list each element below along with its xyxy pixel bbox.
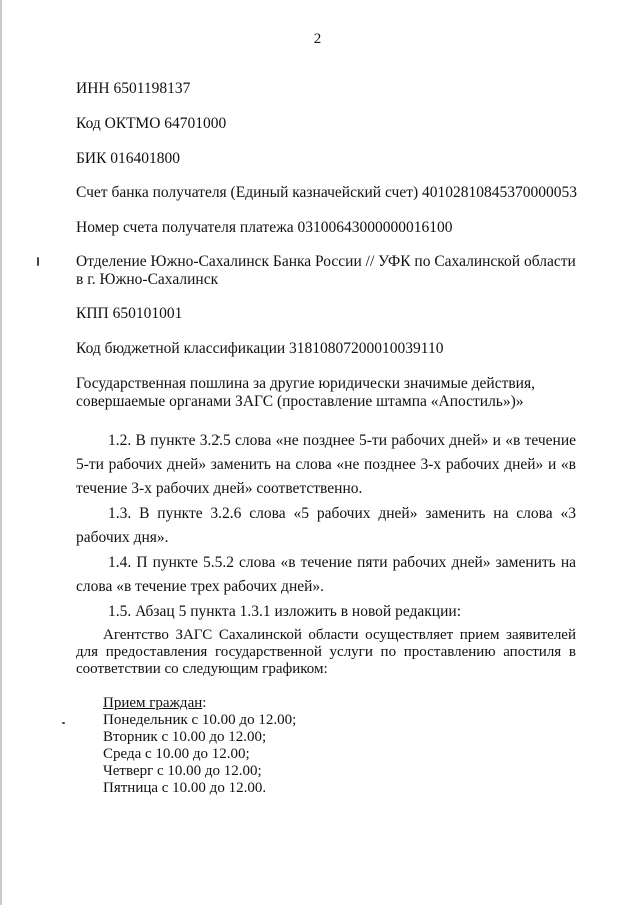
budget-code-line: Код бюджетной классификации 31810807200010039110: [76, 340, 444, 357]
schedule-heading-colon: :: [202, 695, 207, 711]
schedule-day-wednesday: Среда с 10.00 до 12.00;: [103, 746, 250, 762]
agency-paragraph: Агентство ЗАГС Сахалинской области осуществляет прием заявителей для предоставления государственной услуги по проставлению апостиля в соответствии со следующим графиком:: [76, 627, 576, 677]
schedule-day-tuesday: Вторник с 10.00 до 12.00;: [103, 729, 267, 745]
schedule-heading-text: Прием граждан: [103, 695, 203, 711]
schedule-day-thursday: Четверг с 10.00 до 12.00;: [103, 763, 262, 779]
clause-1-4-text: 1.4. П пункте 5.5.2 слова «в течение пяти рабочих дней» заменить на слова «в течение трех рабочих дней».: [76, 554, 576, 595]
bank-city-line: в г. Южно-Сахалинск: [76, 271, 219, 288]
bank-branch-line: Отделение Южно-Сахалинск Банка России // УФК по Сахалинской области: [76, 253, 576, 270]
treasury-account-line: Счет банка получателя (Единый казначейский счет) 40102810845370000053: [76, 184, 578, 201]
clause-1-2-text: 1.2. В пункте 3.2.5 слова «не позднее 5-ти рабочих дней» и «в течение 5-ти рабочих дней» заменить на слова «не позднее 3-х рабочих дней» и «в течение 3-х рабочих дней» соответственно.: [76, 432, 576, 497]
scan-speck: [37, 257, 39, 266]
schedule-heading: [103, 695, 296, 712]
page-number: 2: [313, 31, 322, 47]
schedule-day-friday: Пятница с 10.00 до 12.00.: [103, 780, 267, 796]
payee-account-line: Номер счета получателя платежа 03100643000000016100: [76, 219, 453, 236]
scan-edge: [0, 0, 2, 905]
schedule-block: [103, 695, 296, 797]
oktmo-line: Код ОКТМО 64701000: [76, 115, 227, 132]
inn-line: ИНН 6501198137: [76, 80, 191, 97]
clause-1-4: [76, 551, 576, 599]
scan-speck: [62, 722, 65, 724]
bik-line: БИК 016401800: [76, 150, 181, 167]
fee-purpose-line-2: совершаемые органами ЗАГС (проставление штампа «Апостиль»)»: [76, 393, 524, 410]
fee-purpose-line-1: Государственная пошлина за другие юридически значимые действия,: [76, 375, 535, 392]
kpp-line: КПП 650101001: [76, 305, 183, 322]
clause-1-5: [76, 600, 576, 624]
schedule-day-monday: Понедельник с 10.00 до 12.00;: [103, 712, 297, 728]
clause-1-3-text: 1.3. В пункте 3.2.6 слова «5 рабочих дней» заменить на слова «3 рабочих дня».: [76, 505, 576, 546]
clause-1-5-text: 1.5. Абзац 5 пункта 1.3.1 изложить в новой редакции:: [108, 603, 461, 620]
clause-1-2: [76, 429, 576, 501]
clause-1-3: [76, 502, 576, 550]
